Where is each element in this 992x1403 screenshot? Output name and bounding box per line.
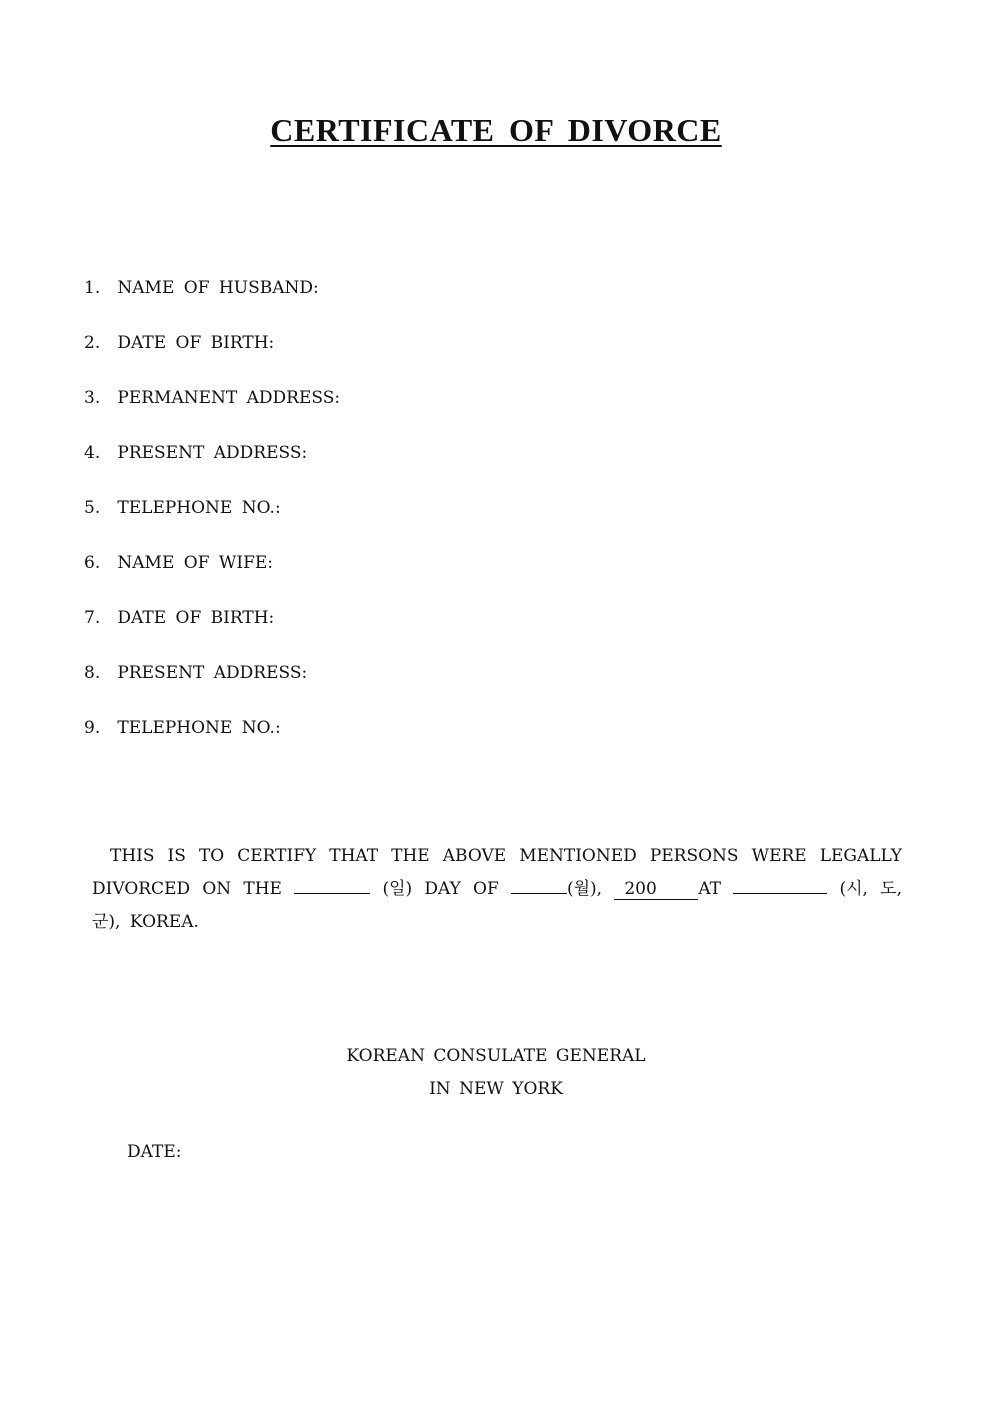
field-wife-present-address <box>84 659 340 714</box>
field-label: DATE OF BIRTH: <box>117 333 275 353</box>
statement-line-3: 군), KOREA. <box>92 912 199 932</box>
field-label: NAME OF WIFE: <box>117 553 274 573</box>
year-blank: 200 <box>614 879 698 900</box>
field-label: TELEPHONE NO.: <box>117 498 281 518</box>
field-number: 9. <box>84 718 101 738</box>
statement-line-1: THIS IS TO CERTIFY THAT THE ABOVE MENTIONED PERSONS WERE LEGALLY <box>110 846 902 866</box>
field-label: DATE OF BIRTH: <box>117 608 275 628</box>
field-permanent-address <box>84 384 340 439</box>
issuer-location: IN NEW YORK <box>429 1079 563 1099</box>
field-wife-name <box>84 549 340 604</box>
field-number: 6. <box>84 553 101 573</box>
date-label: DATE: <box>127 1142 182 1162</box>
at-text: AT <box>698 879 722 899</box>
field-number: 4. <box>84 443 101 463</box>
field-number: 3. <box>84 388 101 408</box>
certification-statement <box>92 840 902 939</box>
field-label: TELEPHONE NO.: <box>117 718 281 738</box>
field-number: 5. <box>84 498 101 518</box>
field-number: 1. <box>84 278 101 298</box>
issuer-name: KOREAN CONSULATE GENERAL <box>346 1046 646 1066</box>
field-label: PRESENT ADDRESS: <box>117 663 308 683</box>
field-label: NAME OF HUSBAND: <box>117 278 319 298</box>
field-number: 7. <box>84 608 101 628</box>
field-list <box>84 274 340 769</box>
field-husband-birth-date <box>84 329 340 384</box>
field-label: PRESENT ADDRESS: <box>117 443 308 463</box>
field-label: PERMANENT ADDRESS: <box>117 388 341 408</box>
day-blank <box>294 875 370 894</box>
field-number: 8. <box>84 663 101 683</box>
month-blank <box>511 875 567 894</box>
issuer-block <box>0 1040 992 1106</box>
divorced-on-text: DIVORCED ON THE <box>92 879 282 899</box>
field-husband-present-address <box>84 439 340 494</box>
field-wife-telephone <box>84 714 340 769</box>
day-suffix-text: (일) DAY OF <box>382 879 499 899</box>
place-suffix-text: (시, 도, <box>839 879 902 899</box>
place-blank <box>733 875 827 894</box>
month-suffix-text: (월), <box>567 879 603 899</box>
statement-line-2 <box>92 873 902 906</box>
field-husband-name <box>84 274 340 329</box>
document-title: CERTIFICATE OF DIVORCE <box>270 112 722 148</box>
field-husband-telephone <box>84 494 340 549</box>
field-number: 2. <box>84 333 101 353</box>
field-wife-birth-date <box>84 604 340 659</box>
